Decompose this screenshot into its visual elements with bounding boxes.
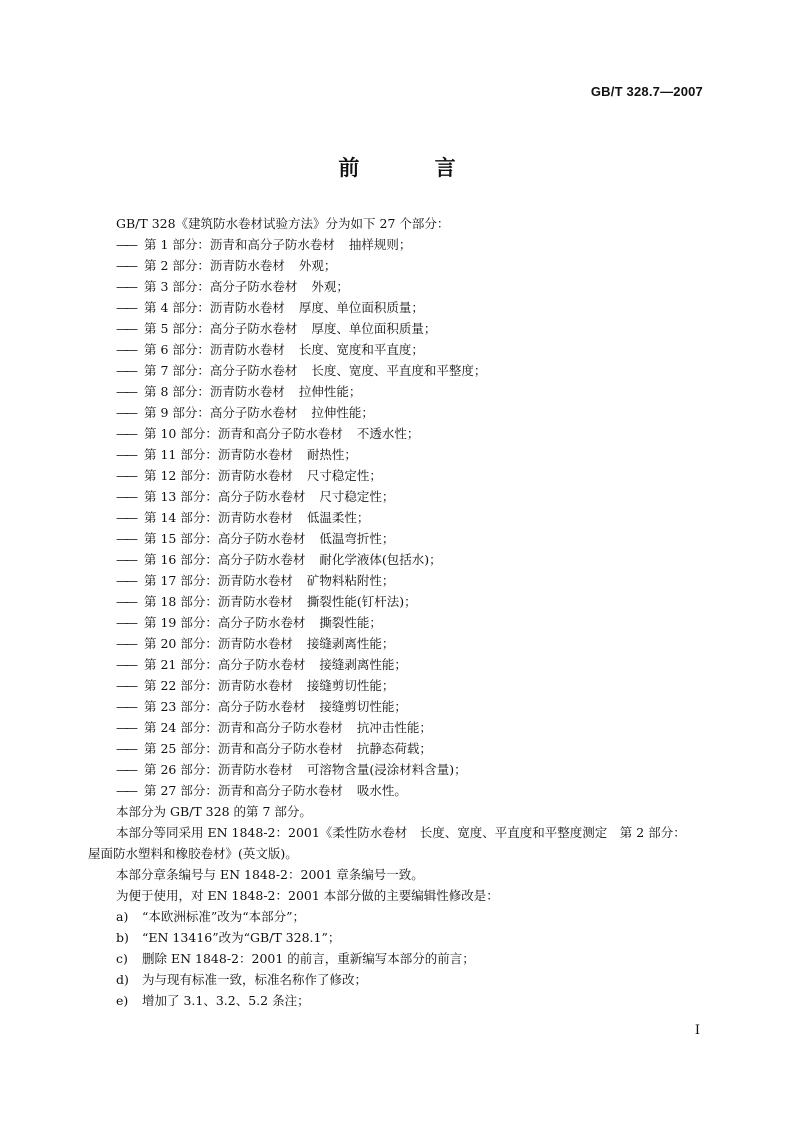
change-list-text: “EN 13416”改为“GB/T 328.1”； bbox=[142, 930, 341, 945]
part-description: 厚度、单位面积质量； bbox=[311, 321, 437, 336]
part-dash: —— bbox=[116, 783, 135, 798]
change-list-marker: b) bbox=[116, 930, 129, 945]
change-list-text: 为与现有标准一致，标准名称作了修改； bbox=[142, 972, 368, 987]
part-list-item bbox=[88, 570, 708, 591]
part-label: 第 27 部分：沥青和高分子防水卷材 bbox=[144, 783, 343, 798]
part-description: 撕裂性能(钉杆法)； bbox=[306, 594, 417, 609]
part-label: 第 9 部分：高分子防水卷材 bbox=[144, 405, 298, 420]
part-label: 第 16 部分：高分子防水卷材 bbox=[144, 552, 306, 567]
change-list-marker: d) bbox=[116, 972, 129, 987]
part-label: 第 2 部分：沥青防水卷材 bbox=[144, 258, 285, 273]
part-dash: —— bbox=[116, 363, 135, 378]
part-list-item bbox=[88, 339, 708, 360]
part-dash: —— bbox=[116, 321, 135, 336]
part-description: 接缝剪切性能； bbox=[306, 678, 395, 693]
part-label: 第 1 部分：沥青和高分子防水卷材 bbox=[144, 237, 335, 252]
part-dash: —— bbox=[116, 237, 135, 252]
part-dash: —— bbox=[116, 258, 135, 273]
part-label: 第 24 部分：沥青和高分子防水卷材 bbox=[144, 720, 343, 735]
part-label: 第 8 部分：沥青防水卷材 bbox=[144, 384, 285, 399]
part-description: 长度、宽度和平直度； bbox=[298, 342, 424, 357]
part-dash: —— bbox=[116, 636, 135, 651]
part-list-item bbox=[88, 759, 708, 780]
part-list-item bbox=[88, 234, 708, 255]
part-dash: —— bbox=[116, 699, 135, 714]
part-description: 抽样规则； bbox=[348, 237, 412, 252]
part-label: 第 17 部分：沥青防水卷材 bbox=[144, 573, 293, 588]
change-list-text: 删除 EN 1848-2：2001 的前言，重新编写本部分的前言； bbox=[142, 951, 475, 966]
part-list-item bbox=[88, 717, 708, 738]
part-label: 第 4 部分：沥青防水卷材 bbox=[144, 300, 285, 315]
part-label: 第 13 部分：高分子防水卷材 bbox=[144, 489, 306, 504]
part-description: 接缝剥离性能； bbox=[306, 636, 395, 651]
part-list-item bbox=[88, 486, 708, 507]
part-dash: —— bbox=[116, 468, 135, 483]
foreword-body bbox=[88, 213, 708, 1011]
part-dash: —— bbox=[116, 531, 135, 546]
part-dash: —— bbox=[116, 678, 135, 693]
part-description: 尺寸稳定性； bbox=[306, 468, 382, 483]
part-list-item bbox=[88, 738, 708, 759]
part-description: 接缝剥离性能； bbox=[319, 657, 407, 672]
part-description: 长度、宽度、平直度和平整度； bbox=[311, 363, 487, 378]
part-dash: —— bbox=[116, 762, 135, 777]
parts-list bbox=[88, 234, 708, 801]
part-description: 耐热性； bbox=[306, 447, 357, 462]
part-label: 第 5 部分：高分子防水卷材 bbox=[144, 321, 298, 336]
part-description: 外观； bbox=[298, 258, 337, 273]
part-dash: —— bbox=[116, 426, 135, 441]
change-list-item bbox=[88, 927, 708, 948]
change-list-item bbox=[88, 990, 708, 1011]
part-description: 抗冲击性能； bbox=[356, 720, 432, 735]
part-description: 不透水性； bbox=[356, 426, 420, 441]
part-list-item bbox=[88, 675, 708, 696]
part-dash: —— bbox=[116, 615, 135, 630]
part-description: 拉伸性能； bbox=[298, 384, 362, 399]
part-label: 第 10 部分：沥青和高分子防水卷材 bbox=[144, 426, 343, 441]
part-label: 第 22 部分：沥青防水卷材 bbox=[144, 678, 293, 693]
changes-list bbox=[88, 906, 708, 1011]
part-label: 第 23 部分：高分子防水卷材 bbox=[144, 699, 306, 714]
change-list-marker: c) bbox=[116, 951, 128, 966]
part-description: 尺寸稳定性； bbox=[319, 489, 395, 504]
part-dash: —— bbox=[116, 300, 135, 315]
part-label: 第 21 部分：高分子防水卷材 bbox=[144, 657, 306, 672]
part-label: 第 15 部分：高分子防水卷材 bbox=[144, 531, 306, 546]
part-description: 拉伸性能； bbox=[311, 405, 374, 420]
part-dash: —— bbox=[116, 552, 135, 567]
part-label: 第 11 部分：沥青防水卷材 bbox=[144, 447, 293, 462]
change-list-item bbox=[88, 906, 708, 927]
part-label: 第 26 部分：沥青防水卷材 bbox=[144, 762, 293, 777]
part-description: 吸水性。 bbox=[356, 783, 407, 798]
part-dash: —— bbox=[116, 594, 135, 609]
part-label: 第 25 部分：沥青和高分子防水卷材 bbox=[144, 741, 343, 756]
part-list-item bbox=[88, 633, 708, 654]
part-list-item bbox=[88, 591, 708, 612]
part-description: 厚度、单位面积质量； bbox=[298, 300, 424, 315]
part-list-item bbox=[88, 696, 708, 717]
part-label: 第 12 部分：沥青防水卷材 bbox=[144, 468, 293, 483]
part-list-item bbox=[88, 549, 708, 570]
this-part-paragraph: 本部分为 GB/T 328 的第 7 部分。 bbox=[116, 804, 312, 819]
part-description: 接缝剪切性能； bbox=[319, 699, 407, 714]
part-description: 矿物料粘附性； bbox=[306, 573, 395, 588]
change-list-text: “本欧洲标准”改为“本部分”； bbox=[142, 909, 306, 924]
part-list-item bbox=[88, 465, 708, 486]
part-label: 第 20 部分：沥青防水卷材 bbox=[144, 636, 293, 651]
part-description: 撕裂性能； bbox=[319, 615, 382, 630]
part-dash: —— bbox=[116, 405, 135, 420]
part-list-item bbox=[88, 423, 708, 444]
part-list-item bbox=[88, 612, 708, 633]
changes-intro-paragraph: 为便于使用，对 EN 1848-2：2001 本部分做的主要编辑性修改是： bbox=[116, 888, 499, 903]
part-label: 第 19 部分：高分子防水卷材 bbox=[144, 615, 306, 630]
part-dash: —— bbox=[116, 573, 135, 588]
part-dash: —— bbox=[116, 489, 135, 504]
page-number: I bbox=[694, 1023, 700, 1038]
part-description: 外观； bbox=[311, 279, 349, 294]
equivalence-paragraph-line2: 屋面防水塑料和橡胶卷材》(英文版)。 bbox=[88, 846, 298, 861]
part-dash: —— bbox=[116, 447, 135, 462]
part-list-item bbox=[88, 381, 708, 402]
part-dash: —— bbox=[116, 342, 135, 357]
change-list-item bbox=[88, 948, 708, 969]
page-title: 前 言 bbox=[338, 156, 490, 180]
part-dash: —— bbox=[116, 510, 135, 525]
change-list-text: 增加了 3.1、3.2、5.2 条注； bbox=[142, 993, 310, 1008]
part-label: 第 6 部分：沥青防水卷材 bbox=[144, 342, 285, 357]
part-dash: —— bbox=[116, 384, 135, 399]
part-list-item bbox=[88, 255, 708, 276]
part-dash: —— bbox=[116, 741, 135, 756]
part-dash: —— bbox=[116, 720, 135, 735]
part-label: 第 14 部分：沥青防水卷材 bbox=[144, 510, 293, 525]
standard-code: GB/T 328.7—2007 bbox=[590, 84, 703, 99]
change-list-marker: a) bbox=[116, 909, 129, 924]
part-description: 抗静态荷载； bbox=[356, 741, 432, 756]
part-list-item bbox=[88, 276, 708, 297]
part-list-item bbox=[88, 528, 708, 549]
part-list-item bbox=[88, 297, 708, 318]
part-label: 第 7 部分：高分子防水卷材 bbox=[144, 363, 298, 378]
part-dash: —— bbox=[116, 279, 135, 294]
part-description: 耐化学液体(包括水)； bbox=[319, 552, 442, 567]
part-list-item bbox=[88, 402, 708, 423]
part-list-item bbox=[88, 318, 708, 339]
clause-numbering-paragraph: 本部分章条编号与 EN 1848-2：2001 章条编号一致。 bbox=[116, 867, 424, 882]
part-label: 第 3 部分：高分子防水卷材 bbox=[144, 279, 298, 294]
part-list-item bbox=[88, 444, 708, 465]
part-list-item bbox=[88, 654, 708, 675]
equivalence-paragraph-line1: 本部分等同采用 EN 1848-2：2001《柔性防水卷材 长度、宽度、平直度和平整度测定 第 2 部分： bbox=[116, 825, 686, 840]
part-dash: —— bbox=[116, 657, 135, 672]
intro-paragraph: GB/T 328《建筑防水卷材试验方法》分为如下 27 个部分： bbox=[116, 216, 450, 231]
change-list-item bbox=[88, 969, 708, 990]
part-label: 第 18 部分：沥青防水卷材 bbox=[144, 594, 293, 609]
part-list-item bbox=[88, 360, 708, 381]
change-list-marker: e) bbox=[116, 993, 129, 1008]
part-list-item bbox=[88, 507, 708, 528]
part-description: 低温弯折性； bbox=[319, 531, 395, 546]
part-list-item bbox=[88, 780, 708, 801]
part-description: 低温柔性； bbox=[306, 510, 370, 525]
part-description: 可溶物含量(浸涂材料含量)； bbox=[306, 762, 467, 777]
